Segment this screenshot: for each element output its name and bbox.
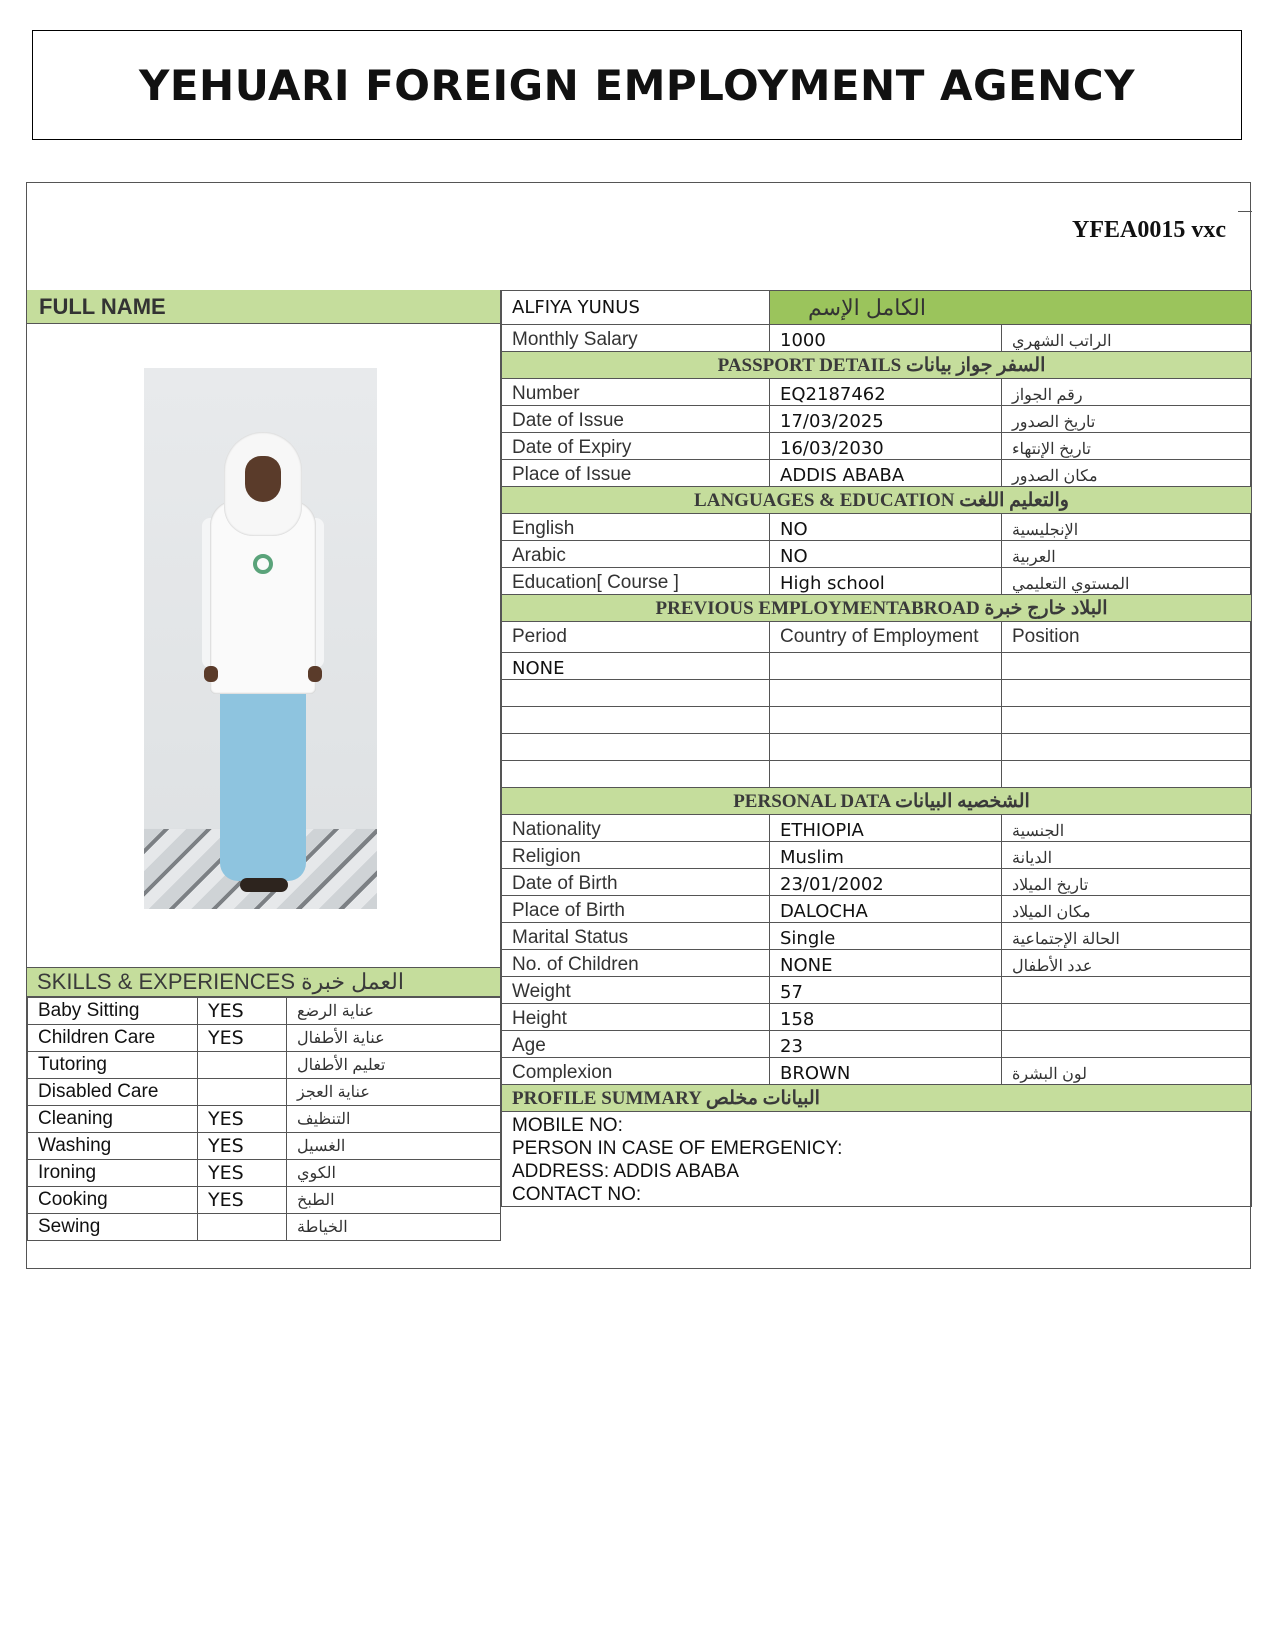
- personal-value: NONE: [770, 950, 1002, 977]
- passport-heading: PASSPORT DETAILS السفر جواز بيانات: [502, 352, 1252, 379]
- full-name-label-ar: الكامل الإسم: [770, 291, 1252, 325]
- languages-label: English: [502, 514, 770, 541]
- personal-label: Place of Birth: [502, 896, 770, 923]
- languages-row: [502, 514, 1252, 541]
- summary-line: MOBILE NO:: [512, 1115, 623, 1136]
- personal-value: 23: [770, 1031, 1002, 1058]
- right-column: [500, 290, 1251, 1207]
- passport-row: [502, 406, 1252, 433]
- skill-row: [28, 1214, 501, 1241]
- skill-label: Disabled Care: [28, 1079, 198, 1106]
- summary-line: CONTACT NO:: [512, 1184, 642, 1205]
- personal-label: Nationality: [502, 815, 770, 842]
- passport-label-ar: رقم الجواز: [1002, 379, 1252, 406]
- passport-value: 17/03/2025: [770, 406, 1002, 433]
- passport-value: ADDIS ABABA: [770, 460, 1002, 487]
- corner-tick: [1238, 211, 1252, 212]
- personal-label-ar: الحالة الإجتماعية: [1002, 923, 1252, 950]
- skill-label-ar: الكوي: [287, 1160, 501, 1187]
- skill-row: [28, 1079, 501, 1106]
- personal-row: [502, 1004, 1252, 1031]
- personal-label-ar: لون البشرة: [1002, 1058, 1252, 1085]
- cv-sheet: [26, 182, 1251, 1269]
- details-table: [501, 290, 1252, 1207]
- passport-label-ar: مكان الصدور: [1002, 460, 1252, 487]
- personal-row: [502, 950, 1252, 977]
- summary-line: PERSON IN CASE OF EMERGENICY:: [512, 1138, 843, 1159]
- skill-label: Washing: [28, 1133, 198, 1160]
- uniform-logo-icon: [253, 554, 273, 574]
- passport-row: [502, 379, 1252, 406]
- skill-label-ar: تعليم الأطفال: [287, 1052, 501, 1079]
- languages-label-ar: المستوي التعليمي: [1002, 568, 1252, 595]
- skill-value: [198, 1079, 287, 1106]
- personal-row: [502, 815, 1252, 842]
- skills-heading: SKILLS & EXPERIENCES العمل خبرة: [27, 967, 500, 997]
- salary-label-ar: الراتب الشهري: [1002, 325, 1252, 352]
- personal-label: Religion: [502, 842, 770, 869]
- skill-label-ar: التنظيف: [287, 1106, 501, 1133]
- summary-line: ADDRESS: ADDIS ABABA: [512, 1161, 740, 1182]
- personal-label: Marital Status: [502, 923, 770, 950]
- passport-value: 16/03/2030: [770, 433, 1002, 460]
- skill-row: [28, 1106, 501, 1133]
- passport-value: EQ2187462: [770, 379, 1002, 406]
- personal-label-ar: الديانة: [1002, 842, 1252, 869]
- languages-row: [502, 541, 1252, 568]
- skill-row: [28, 1133, 501, 1160]
- personal-label-ar: [1002, 1004, 1252, 1031]
- personal-row: [502, 1058, 1252, 1085]
- skill-label-ar: الخياطة: [287, 1214, 501, 1241]
- full-name-label: FULL NAME: [27, 290, 500, 324]
- passport-label: Place of Issue: [502, 460, 770, 487]
- personal-row: [502, 1031, 1252, 1058]
- profile-summary-heading: PROFILE SUMMARY البيانات مخلص: [502, 1085, 1252, 1112]
- languages-value: NO: [770, 541, 1002, 568]
- passport-label-ar: تاريخ الإنتهاء: [1002, 433, 1252, 460]
- languages-label-ar: العربية: [1002, 541, 1252, 568]
- personal-row: [502, 842, 1252, 869]
- left-column: [27, 290, 500, 1241]
- skill-value: YES: [198, 1133, 287, 1160]
- personal-label-ar: [1002, 1031, 1252, 1058]
- skill-row: [28, 1052, 501, 1079]
- skill-label: Cleaning: [28, 1106, 198, 1133]
- personal-value: 158: [770, 1004, 1002, 1031]
- personal-label-ar: مكان الميلاد: [1002, 896, 1252, 923]
- languages-value: High school: [770, 568, 1002, 595]
- languages-row: [502, 568, 1252, 595]
- salary-value: 1000: [770, 325, 1002, 352]
- personal-label-ar: [1002, 977, 1252, 1004]
- personal-label: Height: [502, 1004, 770, 1031]
- skills-table: [27, 997, 501, 1241]
- skill-label: Cooking: [28, 1187, 198, 1214]
- personal-value: Muslim: [770, 842, 1002, 869]
- full-name-value: ALFIYA YUNUS: [502, 291, 770, 325]
- passport-row: [502, 433, 1252, 460]
- skill-value: YES: [198, 1025, 287, 1052]
- personal-value: ETHIOPIA: [770, 815, 1002, 842]
- personal-label-ar: عدد الأطفال: [1002, 950, 1252, 977]
- skill-value: YES: [198, 1160, 287, 1187]
- employment-col-country: Country of Employment: [770, 622, 1002, 653]
- reference-code: YFEA0015 vxc: [1072, 217, 1226, 243]
- personal-label: Age: [502, 1031, 770, 1058]
- personal-heading: PERSONAL DATA الشخصيه البيانات: [502, 788, 1252, 815]
- personal-row: [502, 923, 1252, 950]
- personal-row: [502, 869, 1252, 896]
- personal-label-ar: الجنسية: [1002, 815, 1252, 842]
- personal-value: DALOCHA: [770, 896, 1002, 923]
- skill-label: Baby Sitting: [28, 998, 198, 1025]
- applicant-photo: [144, 368, 377, 909]
- skill-value: YES: [198, 1106, 287, 1133]
- skill-row: [28, 998, 501, 1025]
- employment-col-position: Position: [1002, 622, 1252, 653]
- agency-title: YEHUARI FOREIGN EMPLOYMENT AGENCY: [138, 60, 1136, 110]
- skill-label-ar: الطبخ: [287, 1187, 501, 1214]
- skill-label-ar: عناية العجز: [287, 1079, 501, 1106]
- skill-value: YES: [198, 1187, 287, 1214]
- skill-row: [28, 1160, 501, 1187]
- skill-value: [198, 1214, 287, 1241]
- skill-label: Sewing: [28, 1214, 198, 1241]
- personal-value: Single: [770, 923, 1002, 950]
- personal-label: Date of Birth: [502, 869, 770, 896]
- skill-label-ar: عناية الرضع: [287, 998, 501, 1025]
- personal-label: Complexion: [502, 1058, 770, 1085]
- employment-col-period: Period: [502, 622, 770, 653]
- employment-row-first: NONE: [502, 653, 770, 680]
- languages-value: NO: [770, 514, 1002, 541]
- languages-label-ar: الإنجليسية: [1002, 514, 1252, 541]
- passport-row: [502, 460, 1252, 487]
- passport-label-ar: تاريخ الصدور: [1002, 406, 1252, 433]
- photo-area: [27, 324, 500, 967]
- languages-label: Arabic: [502, 541, 770, 568]
- personal-label: No. of Children: [502, 950, 770, 977]
- salary-label: Monthly Salary: [502, 325, 770, 352]
- employment-heading: PREVIOUS EMPLOYMENTABROAD البلاد خارج خبرة: [502, 595, 1252, 622]
- passport-label: Date of Expiry: [502, 433, 770, 460]
- skill-row: [28, 1187, 501, 1214]
- personal-label-ar: تاريخ الميلاد: [1002, 869, 1252, 896]
- skill-value: [198, 1052, 287, 1079]
- skill-label-ar: عناية الأطفال: [287, 1025, 501, 1052]
- skill-label-ar: الغسيل: [287, 1133, 501, 1160]
- personal-label: Weight: [502, 977, 770, 1004]
- languages-heading: LANGUAGES & EDUCATION والتعليم اللغت: [502, 487, 1252, 514]
- personal-value: BROWN: [770, 1058, 1002, 1085]
- passport-label: Number: [502, 379, 770, 406]
- skill-value: YES: [198, 998, 287, 1025]
- passport-label: Date of Issue: [502, 406, 770, 433]
- personal-value: 57: [770, 977, 1002, 1004]
- agency-title-box: [32, 30, 1242, 140]
- skill-label: Children Care: [28, 1025, 198, 1052]
- personal-row: [502, 896, 1252, 923]
- personal-value: 23/01/2002: [770, 869, 1002, 896]
- skill-label: Ironing: [28, 1160, 198, 1187]
- languages-label: Education[ Course ]: [502, 568, 770, 595]
- skill-label: Tutoring: [28, 1052, 198, 1079]
- profile-summary-box: [502, 1112, 1252, 1207]
- skill-row: [28, 1025, 501, 1052]
- personal-row: [502, 977, 1252, 1004]
